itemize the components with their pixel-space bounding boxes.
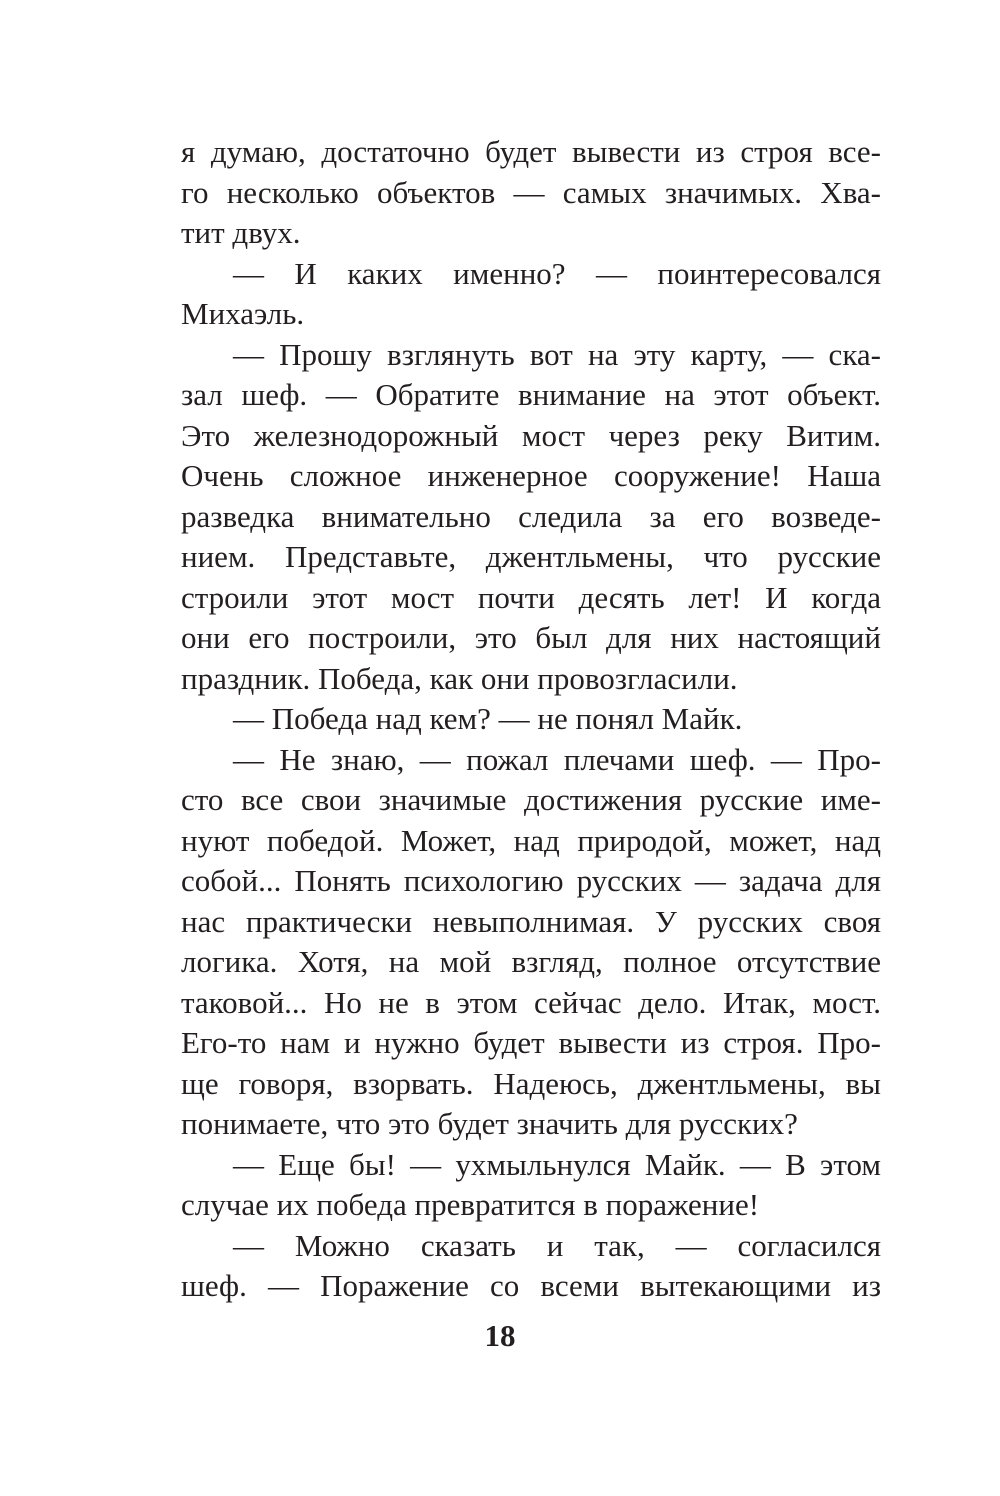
text-line: таковой... Но не в этом сейчас дело. Итак, мост. [181, 984, 881, 1020]
text-line: понимаете, что это будет значить для русских? [181, 1106, 798, 1141]
text-line: они его построили, это был для них настоящий [181, 620, 881, 655]
text-line: Очень сложное инженерное сооружение! Наша [181, 458, 881, 493]
text-line: тит двух. [181, 215, 301, 250]
text-line: — И каких именно? — поинтересовался [233, 255, 881, 291]
text-line: разведка внимательно следила за его возведе- [181, 498, 881, 534]
text-line: Его-то нам и нужно будет вывести из строя. Про- [181, 1025, 881, 1060]
text-line: нас практически невыполнимая. У русских своя [181, 903, 881, 939]
text-line: — Прошу взглянуть вот на эту карту, — ска- [233, 336, 881, 372]
text-line: — Еще бы! — ухмыльнулся Майк. — В этом [233, 1146, 881, 1182]
text-line: случае их победа превратится в поражение! [181, 1187, 760, 1222]
text-line: — Не знаю, — пожал плечами шеф. — Про- [233, 741, 881, 777]
text-line: зал шеф. — Обратите внимание на этот объект. [181, 377, 881, 412]
text-line: Михаэль. [181, 296, 305, 331]
text-line: сто все свои значимые достижения русские име- [181, 782, 881, 817]
text-line: — Можно сказать и так, — согласился [233, 1227, 881, 1263]
text-line: я думаю, достаточно будет вывести из строя все- [181, 134, 881, 169]
text-line: собой... Понять психологию русских — задача для [181, 863, 881, 898]
text-line: шеф. — Поражение со всеми вытекающими из [181, 1268, 881, 1303]
text-line: — Победа над кем? — не понял Майк. [233, 701, 743, 736]
body-text [181, 132, 881, 1307]
text-line: логика. Хотя, на мой взгляд, полное отсутствие [181, 944, 881, 979]
text-line: нием. Представьте, джентльмены, что русские [181, 539, 881, 574]
text-line: строили этот мост почти десять лет! И когда [181, 579, 881, 615]
page-number: 18 [484, 1318, 516, 1353]
text-line: ще говоря, взорвать. Надеюсь, джентльмены, вы [181, 1065, 881, 1101]
text-line: праздник. Победа, как они провозгласили. [181, 660, 738, 696]
text-line: нуют победой. Может, над природой, может, над [181, 822, 881, 858]
text-line: Это железнодорожный мост через реку Витим. [181, 417, 881, 453]
text-line: го несколько объектов — самых значимых. Хва- [181, 174, 881, 210]
